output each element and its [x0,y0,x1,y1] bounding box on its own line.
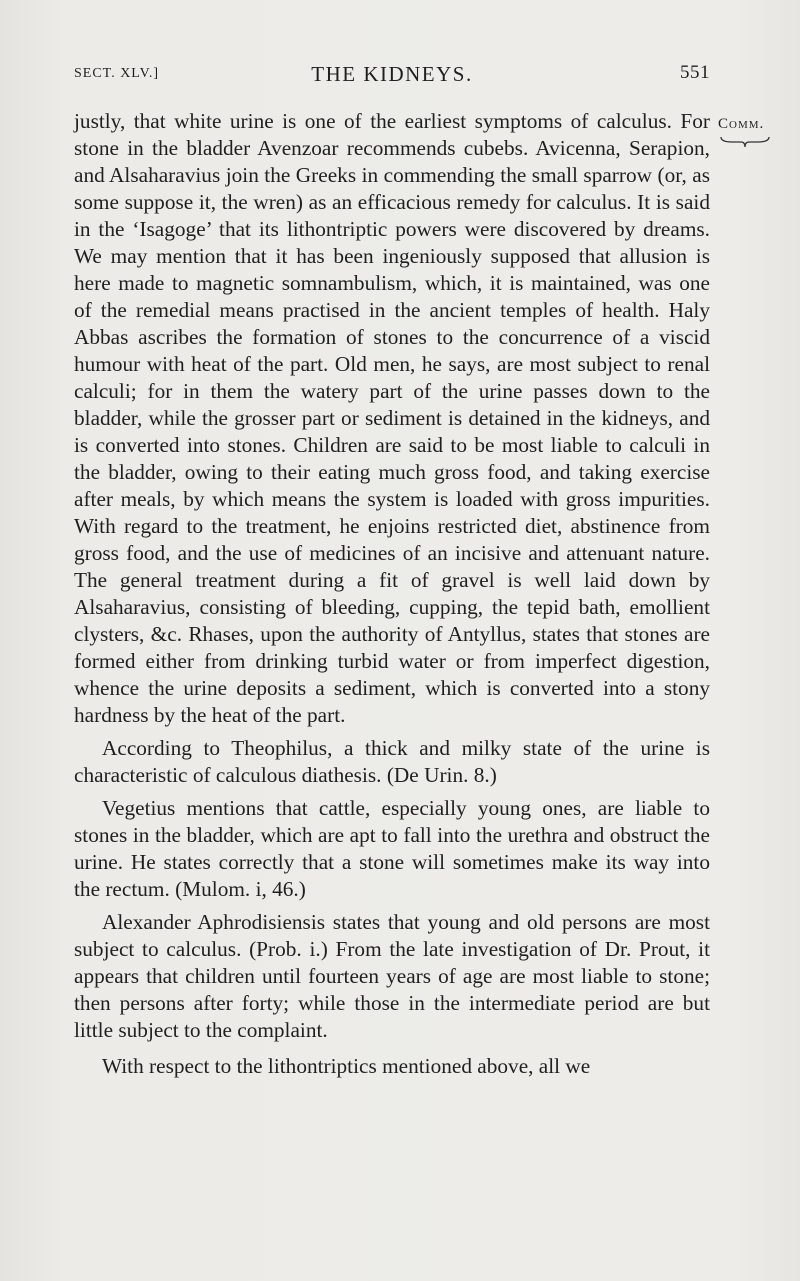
running-header [74,62,710,92]
paragraph: justly, that white urine is one of the earliest symptoms of calculus. For stone in the bladder Avenzoar recommends cubebs. Avicenna, Serapion, and Alsaharavius join the Greeks in commending the small sparrow (or, as some suppose it, the wren) as an efficacious remedy for calculus. It is said in the ‘Isagoge’ that its lithontriptic powers were discovered by dreams. We may mention that it has been ingeniously supposed that allusion is here made to magnetic somnambulism, which, it is maintained, was one of the remedial means practised in the ancient temples of health. Haly Abbas ascribes the formation of stones to the concurrence of a viscid humour with heat of the part. Old men, he says, are most subject to renal calculi; for in them the watery part of the urine passes down to the bladder, while the grosser part or sediment is detained in the kidneys, and is converted into stones. Children are said to be most liable to calculi in the bladder, owing to their eating much gross food, and taking exercise after meals, by which means the system is loaded with gross impurities. With regard to the treatment, he enjoins restricted diet, abstinence from gross food, and the use of medicines of an incisive and attenuant nature. The general treatment during a fit of gravel is well laid down by Alsaharavius, consisting of bleeding, cupping, the tepid bath, emollient clysters, &c. Rhases, upon the authority of Antyllus, states that stones are formed either from drinking turbid water or from imperfect digestion, whence the urine deposits a sediment, which is converted into a stony hardness by the heat of the part. [74,109,710,727]
brace-icon [720,136,770,148]
body-text [74,108,710,1080]
section-reference: SECT. XLV.] [74,66,160,81]
page-number: 551 [680,62,710,83]
paragraph: Alexander Aphrodisiensis states that young and old persons are most subject to calculus. (Prob. i.) From the late investigation of Dr. Prout, it appears that children until fourteen years of age are most liable to stone; then persons after forty; while those in the intermediate period are but little subject to the complaint. [74,910,710,1042]
margin-note-label: Comm. [718,116,765,132]
running-title: THE KIDNEYS. [311,62,473,86]
paragraph: According to Theophilus, a thick and milky state of the urine is characteristic of calculous diathesis. (De Urin. 8.) [74,736,710,787]
margin-note [718,116,793,133]
paragraph: Vegetius mentions that cattle, especially young ones, are liable to stones in the bladder, which are apt to fall into the urethra and obstruct the urine. He states correctly that a stone will sometimes make its way into the rectum. (Mulom. i, 46.) [74,796,710,901]
paragraph: With respect to the lithontriptics mentioned above, all we [102,1054,591,1078]
